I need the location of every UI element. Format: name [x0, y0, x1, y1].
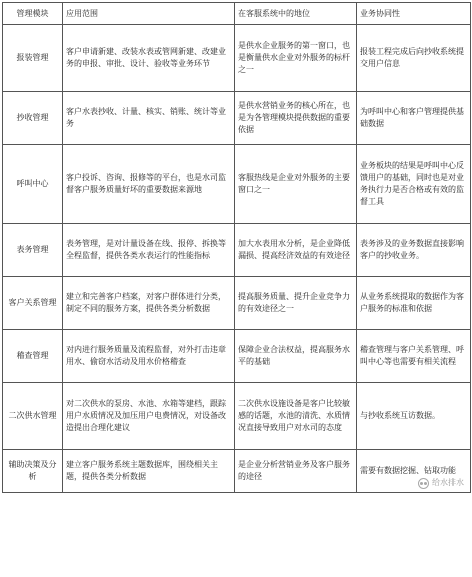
- synergy-cell: 表务涉及的业务数据直接影响客户的抄收业务。: [357, 224, 471, 277]
- synergy-cell: [357, 450, 471, 493]
- scope-cell: 建立客户服务系统主题数据库，围绕相关主题，提供各类分析数据: [63, 450, 235, 493]
- status-cell: 保障企业合法权益，提高服务水平的基础: [235, 330, 357, 383]
- module-cell: 二次供水管理: [3, 383, 63, 450]
- status-cell: 加大水表用水分析，是企业降低漏损、提高经济效益的有效途径: [235, 224, 357, 277]
- synergy-cell: 从业务系统提取的数据作为客户服务的标准和依据: [357, 277, 471, 330]
- table-row: [3, 330, 471, 383]
- header-module: 管理模块: [3, 3, 63, 25]
- table-row: [3, 383, 471, 450]
- watermark: [416, 477, 466, 489]
- module-cell: 辅助决策及分析: [3, 450, 63, 493]
- scope-cell: 对二次供水的泵房、水池、水箱等建档，跟踪用户水质情况及加压用户电费情况，对设备改造提出合理化建议: [63, 383, 235, 450]
- synergy-cell-text: 需要有数据挖掘、钻取功能: [360, 466, 456, 475]
- header-status: 在客服系统中的地位: [235, 3, 357, 25]
- scope-cell: 对内进行服务质量及流程监督，对外打击违章用水、偷窃水活动及用水价格稽查: [63, 330, 235, 383]
- table-row: [3, 25, 471, 92]
- table-header-row: [3, 3, 471, 25]
- status-cell: 是供水企业服务的第一窗口，也是衡量供水企业对外服务的标杆之一: [235, 25, 357, 92]
- synergy-cell: 为呼叫中心和客户管理提供基础数据: [357, 92, 471, 145]
- status-cell: 二次供水设施设备是客户比较敏感的话题，水池的清洗、水质情况直接导致用户对水司的态度: [235, 383, 357, 450]
- module-cell: 呼叫中心: [3, 145, 63, 224]
- module-cell: 报装管理: [3, 25, 63, 92]
- wechat-icon: [418, 478, 429, 489]
- module-cell: 客户关系管理: [3, 277, 63, 330]
- table-row: [3, 92, 471, 145]
- scope-cell: 客户水表抄收、计量、核实、销账、统计等业务: [63, 92, 235, 145]
- synergy-cell: 报装工程完成后向抄收系统提交用户信息: [357, 25, 471, 92]
- scope-cell: 建立和完善客户档案，对客户群体进行分类，制定不同的服务方案，提供各类分析数据: [63, 277, 235, 330]
- management-module-table: [2, 2, 471, 493]
- status-cell: 是企业分析营销业务及客户服务的途径: [235, 450, 357, 493]
- table-row: [3, 145, 471, 224]
- status-cell: 提高服务质量、提升企业竞争力的有效途径之一: [235, 277, 357, 330]
- synergy-cell: 与抄收系统互访数据。: [357, 383, 471, 450]
- document-page: [2, 2, 470, 575]
- status-cell: 客服热线是企业对外服务的主要窗口之一: [235, 145, 357, 224]
- header-synergy: 业务协同性: [357, 3, 471, 25]
- status-cell: 是供水营销业务的核心所在，也是为各管理模块提供数据的重要依据: [235, 92, 357, 145]
- table-row: [3, 450, 471, 493]
- scope-cell: 表务管理，是对计量设备在线、报停、拆换等全程监督，提供各类水表运行的性能指标: [63, 224, 235, 277]
- header-scope: 应用范围: [63, 3, 235, 25]
- synergy-cell: 业务板块的结果是呼叫中心反馈用户的基础，同时也是对业务执行力是否合格或有效的监督工具: [357, 145, 471, 224]
- module-cell: 表务管理: [3, 224, 63, 277]
- scope-cell: 客户申请新建、改装水表或管网新建、改建业务的申报、审批、设计、验收等业务环节: [63, 25, 235, 92]
- table-row: [3, 277, 471, 330]
- table-row: [3, 224, 471, 277]
- watermark-text: 给水排水: [432, 478, 464, 487]
- module-cell: 抄收管理: [3, 92, 63, 145]
- module-cell: 稽查管理: [3, 330, 63, 383]
- scope-cell: 客户投诉、咨询、报修等的平台，也是水司监督客户服务质量好坏的重要数据来源地: [63, 145, 235, 224]
- synergy-cell: 稽查管理与客户关系管理、呼叫中心等也需要有相关流程: [357, 330, 471, 383]
